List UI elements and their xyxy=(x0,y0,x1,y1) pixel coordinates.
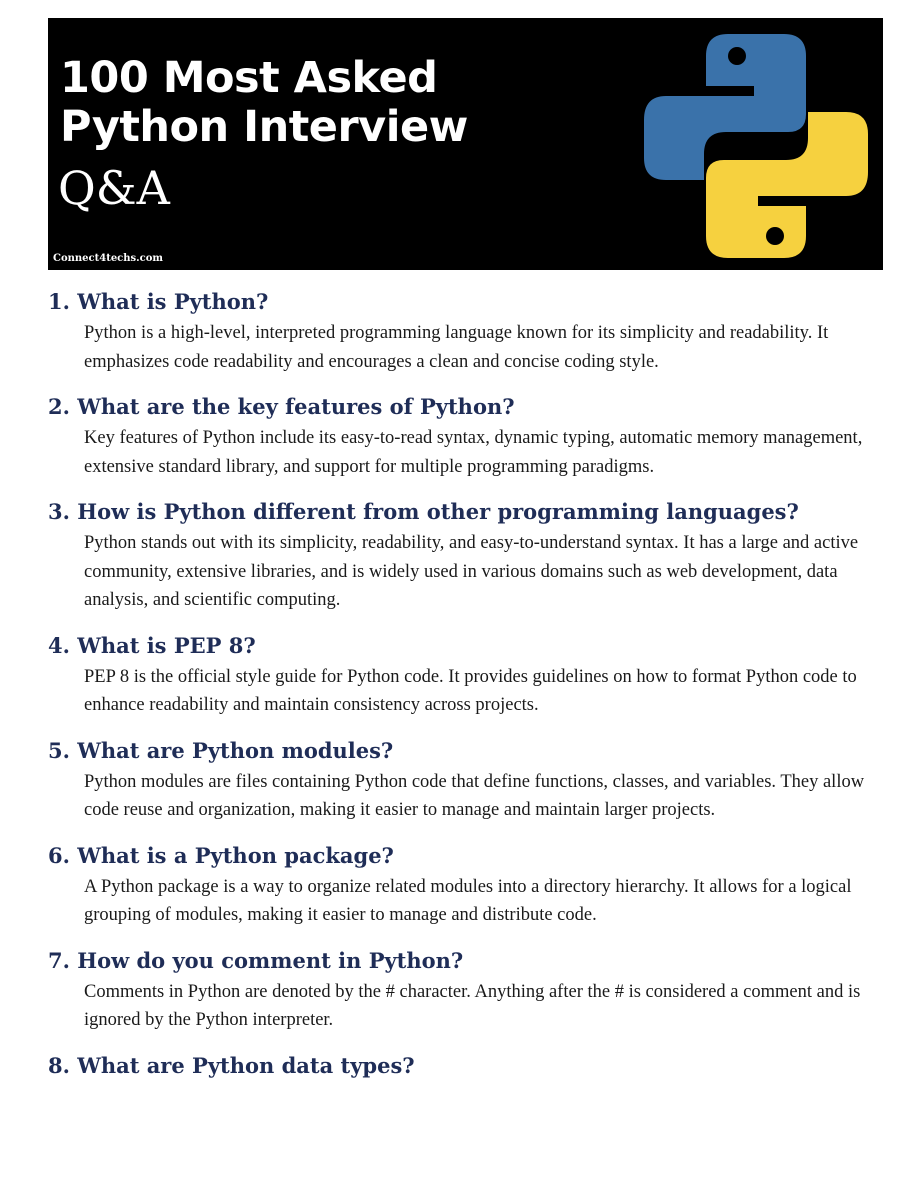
question-heading: 3. How is Python different from other programming languages? xyxy=(48,499,799,524)
answer-text: Python stands out with its simplicity, readability, and easy-to-understand syntax. It has a large and active community, extensive libraries, and is widely used in various domains such as web development, data analysis, and scientific computing. xyxy=(84,533,859,610)
question-heading: 7. How do you comment in Python? xyxy=(48,947,464,973)
answer-text: Comments in Python are denoted by the # character. Anything after the # is considered a comment and is ignored by the Python interpreter. xyxy=(84,981,861,1030)
answer-text: PEP 8 is the official style guide for Python code. It provides guidelines on how to format Python code to enhance readability and maintain consistency across projects. xyxy=(84,666,857,715)
qa-item xyxy=(48,734,888,825)
question-heading: 4. What is PEP 8? xyxy=(48,632,256,658)
python-logo-blue-half xyxy=(644,34,806,180)
qa-list xyxy=(48,285,888,1097)
answer-text: Key features of Python include its easy-to-read syntax, dynamic typing, automatic memory management, extensive standard library, and support for multiple programming paradigms. xyxy=(84,428,863,477)
python-logo-yellow-half xyxy=(706,112,868,258)
qa-item xyxy=(48,944,888,1035)
question-heading: 5. What are Python modules? xyxy=(48,737,394,763)
header-banner xyxy=(48,18,883,270)
answer-text: A Python package is a way to organize related modules into a directory hierarchy. It allows for a logical grouping of modules, making it easier to manage and distribute code. xyxy=(84,876,852,925)
qa-item xyxy=(48,839,888,930)
answer-text: Python is a high-level, interpreted programming language known for its simplicity and readability. It emphasizes code readability and encourages a clean and concise coding style. xyxy=(84,323,829,372)
banner-title-line-1: 100 Most Asked xyxy=(60,53,438,103)
qa-item xyxy=(48,390,888,481)
qa-item xyxy=(48,285,888,376)
python-logo-yellow-eye xyxy=(766,227,784,245)
banner-title xyxy=(60,54,468,152)
question-heading: 8. What are Python data types? xyxy=(48,1052,415,1078)
qa-item xyxy=(48,1049,888,1083)
qa-item xyxy=(48,495,888,615)
banner-subtitle: Q&A xyxy=(58,161,170,215)
question-heading: 1. What is Python? xyxy=(48,289,269,314)
qa-item xyxy=(48,629,888,720)
question-heading: 6. What is a Python package? xyxy=(48,842,394,868)
python-logo-icon xyxy=(636,28,876,264)
site-name: Connect4techs.com xyxy=(53,253,163,264)
banner-title-line-2: Python Interview xyxy=(60,102,468,152)
python-logo-blue-eye xyxy=(728,47,746,65)
question-heading: 2. What are the key features of Python? xyxy=(48,394,515,419)
answer-text: Python modules are files containing Python code that define functions, classes, and variables. They allow code reuse and organization, making it easier to manage and maintain larger projects. xyxy=(84,771,865,820)
